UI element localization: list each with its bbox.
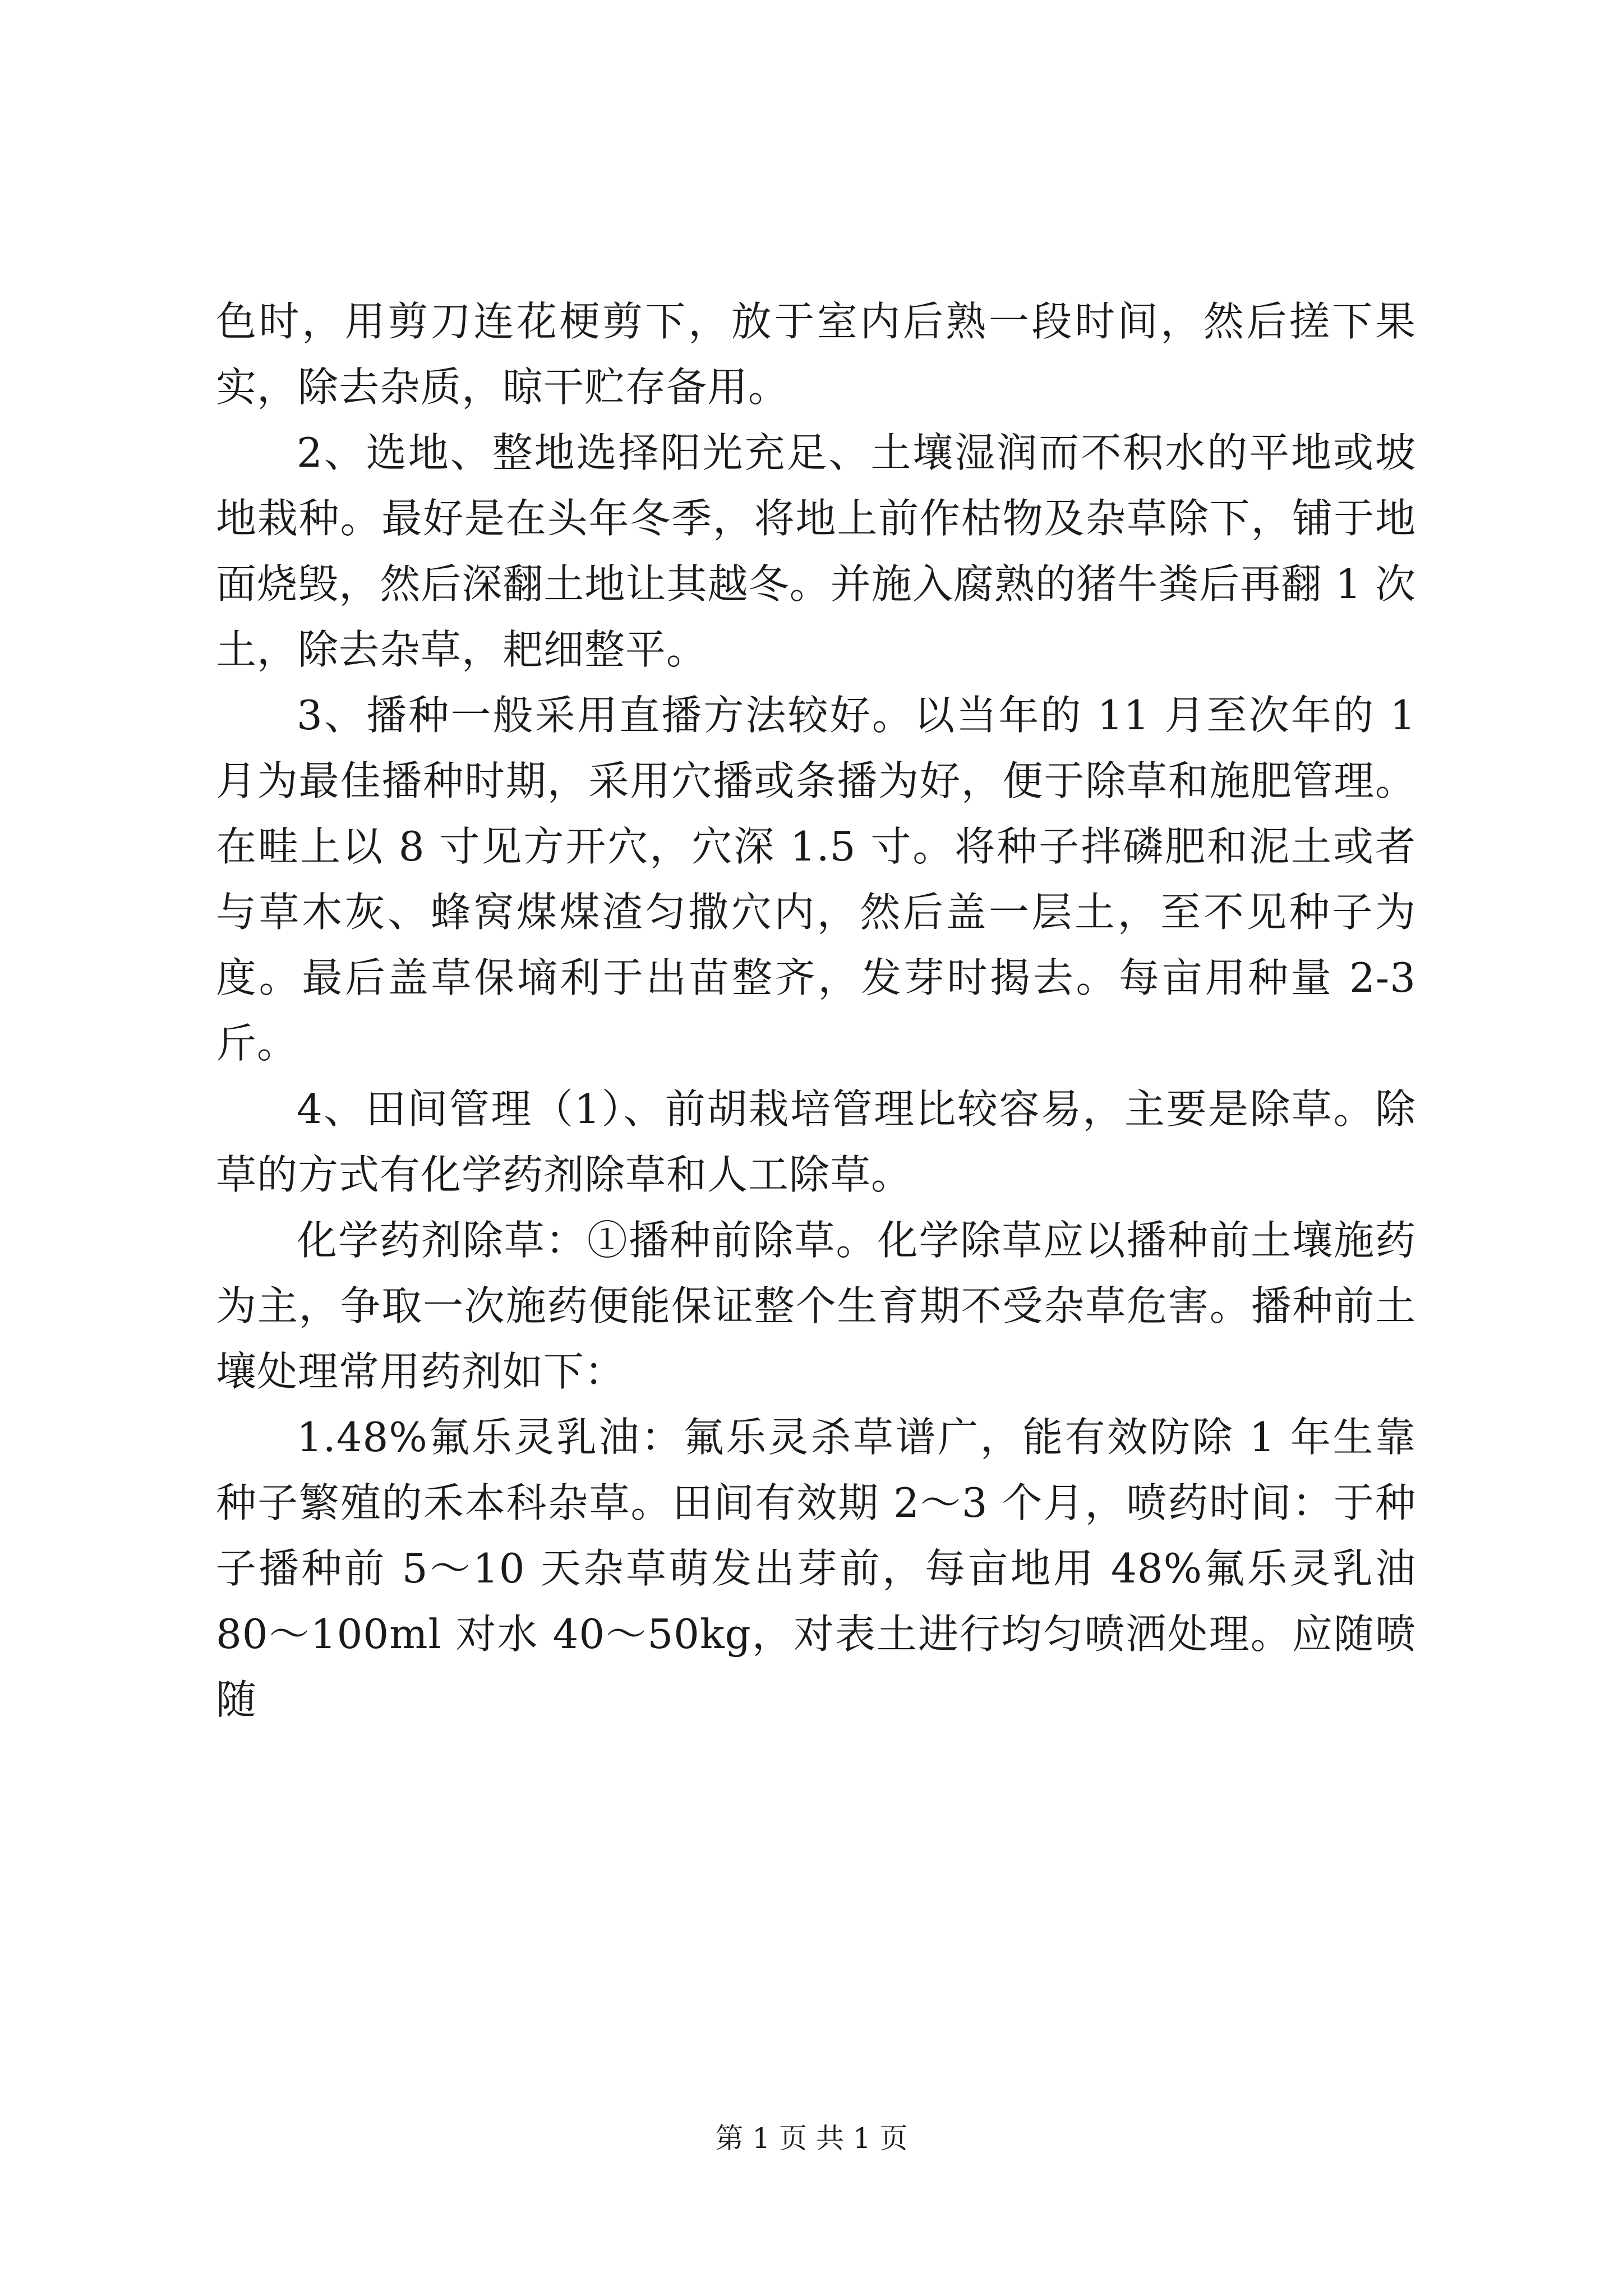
paragraph-2: 2、选地、整地选择阳光充足、土壤湿润而不积水的平地或坡地栽种。最好是在头年冬季，将地上前作枯物及杂草除下，铺于地面烧毁，然后深翻土地让其越冬。并施入腐熟的猪牛粪后再翻 1 次土，除去杂草，耙细整平。	[216, 429, 1416, 673]
page-footer	[0, 2122, 1623, 2155]
paragraph-6: 1.48%氟乐灵乳油：氟乐灵杀草谱广，能有效防除 1 年生靠种子繁殖的禾本科杂草。田间有效期 2～3 个月，喷药时间：于种子播种前 5～10 天杂草萌发出芽前，每亩地用 48%氟乐灵乳油 80～100ml 对水 40～50kg，对表土进行均匀喷洒处理。应随喷随	[216, 1414, 1416, 1723]
paragraph-4: 4、田间管理（1）、前胡栽培管理比较容易，主要是除草。除草的方式有化学药剂除草和人工除草。	[216, 1085, 1416, 1198]
paragraph-5: 化学药剂除草：①播种前除草。化学除草应以播种前土壤施药为主，争取一次施药便能保证整个生育期不受杂草危害。播种前土壤处理常用药剂如下：	[216, 1217, 1416, 1395]
paragraph-3: 3、播种一般采用直播方法较好。以当年的 11 月至次年的 1 月为最佳播种时期，采用穴播或条播为好，便于除草和施肥管理。在畦上以 8 寸见方开穴，穴深 1.5 寸。将种子拌磷肥和泥土或者与草木灰、蜂窝煤煤渣匀撒穴内，然后盖一层土，至不见种子为度。最后盖草保墒利于出苗整齐，发芽时揭去。每亩用种量 2-3 斤。	[216, 692, 1416, 1067]
paragraph-1: 色时，用剪刀连花梗剪下，放于室内后熟一段时间，然后搓下果实，除去杂质，晾干贮存备用。	[216, 298, 1416, 411]
page-number-label: 第 1 页 共 1 页	[715, 2122, 908, 2155]
document-body	[216, 289, 1416, 1733]
